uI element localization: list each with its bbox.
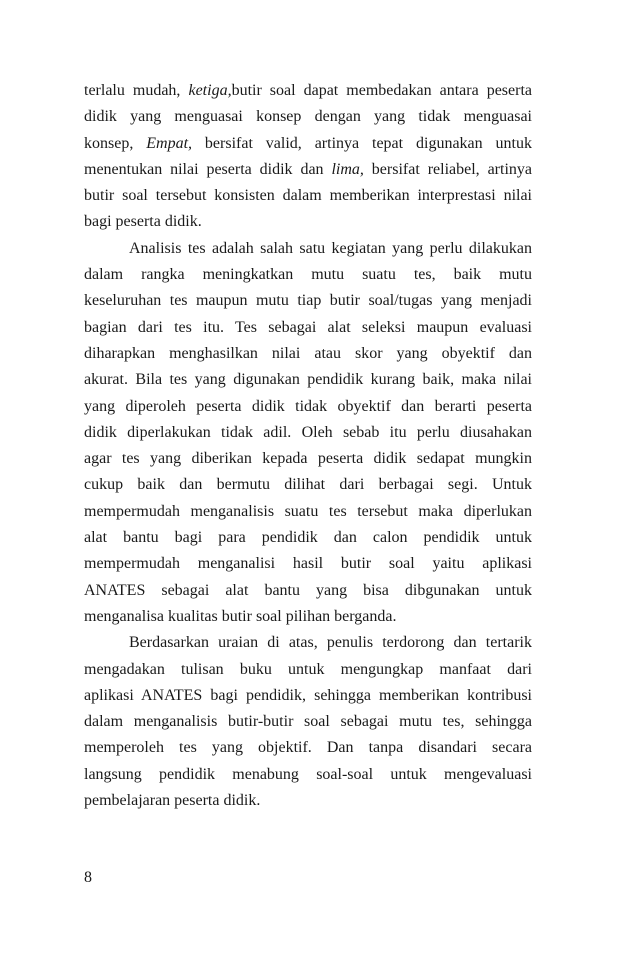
text-line bbox=[84, 236, 532, 262]
paragraph bbox=[84, 78, 532, 236]
text-run: mempermudah menganalisis suatu tes tersebut maka diperlukan bbox=[84, 502, 532, 520]
text-flow bbox=[84, 78, 532, 814]
italic-term: Empat, bbox=[146, 134, 193, 152]
text-run: memperoleh tes yang objektif. Dan tanpa disandari secara bbox=[84, 739, 532, 757]
text-run: butir soal tersebut konsisten dalam memberikan interprestasi nilai bbox=[84, 187, 532, 205]
text-run: mengadakan tulisan buku untuk mengungkap manfaat dari bbox=[84, 660, 532, 678]
text-line bbox=[84, 683, 532, 709]
text-line bbox=[84, 657, 532, 683]
text-run: aplikasi ANATES bagi pendidik, sehingga memberikan kontribusi bbox=[84, 686, 532, 704]
text-run: Berdasarkan uraian di atas, penulis terdorong dan tertarik bbox=[129, 634, 532, 652]
text-run: didik diperlakukan tidak adil. Oleh sebab itu perlu diusahakan bbox=[84, 423, 532, 441]
text-line bbox=[84, 157, 532, 183]
italic-term: ketiga, bbox=[188, 82, 232, 99]
text-run: bagi peserta didik. bbox=[84, 213, 202, 231]
text-line bbox=[84, 209, 532, 235]
italic-term: lima, bbox=[331, 160, 364, 178]
text-line bbox=[84, 315, 532, 341]
text-run: Analisis tes adalah salah satu kegiatan yang perlu dilakukan bbox=[129, 239, 532, 257]
text-line bbox=[84, 604, 532, 630]
text-line bbox=[84, 578, 532, 604]
text-line bbox=[84, 131, 532, 157]
text-line bbox=[84, 709, 532, 735]
text-run: dalam rangka meningkatkan mutu suatu tes, baik mutu bbox=[84, 266, 532, 284]
text-line bbox=[84, 525, 532, 551]
text-run: bersifat reliabel, artinya bbox=[363, 160, 532, 178]
text-run: mempermudah menganalisi hasil butir soal yaitu aplikasi bbox=[84, 555, 532, 573]
text-run: keseluruhan tes maupun mutu tiap butir soal/tugas yang menjadi bbox=[84, 292, 532, 310]
text-line bbox=[84, 288, 532, 314]
text-line bbox=[84, 472, 532, 498]
paragraph bbox=[84, 630, 532, 814]
text-line bbox=[84, 78, 532, 104]
text-line bbox=[84, 104, 532, 130]
text-line bbox=[84, 367, 532, 393]
text-line bbox=[84, 762, 532, 788]
text-run: butir soal dapat membedakan antara peserta bbox=[231, 82, 532, 99]
text-line bbox=[84, 341, 532, 367]
page-number: 8 bbox=[84, 869, 92, 886]
text-line bbox=[84, 262, 532, 288]
text-line bbox=[84, 630, 532, 656]
text-run: menentukan nilai peserta didik dan bbox=[84, 160, 332, 178]
text-run: yang diperoleh peserta didik tidak obyektif dan berarti peserta bbox=[84, 397, 532, 415]
text-run: pembelajaran peserta didik. bbox=[84, 792, 261, 810]
text-line bbox=[84, 499, 532, 525]
paragraph bbox=[84, 236, 532, 630]
text-run: terlalu mudah, bbox=[84, 82, 189, 99]
page-body bbox=[84, 78, 532, 814]
text-run: akurat. Bila tes yang digunakan pendidik kurang baik, maka nilai bbox=[84, 371, 532, 389]
text-run: cukup baik dan bermutu dilihat dari berbagai segi. Untuk bbox=[84, 476, 532, 494]
text-run: bersifat valid, artinya tepat digunakan untuk bbox=[192, 134, 533, 152]
text-run: langsung pendidik menabung soal-soal untuk mengevaluasi bbox=[84, 765, 532, 783]
text-line bbox=[84, 183, 532, 209]
text-line bbox=[84, 788, 532, 814]
text-run: bagian dari tes itu. Tes sebagai alat seleksi maupun evaluasi bbox=[84, 318, 532, 336]
text-line bbox=[84, 551, 532, 577]
text-line bbox=[84, 394, 532, 420]
text-run: ANATES sebagai alat bantu yang bisa dibgunakan untuk bbox=[84, 581, 532, 599]
text-run: dalam menganalisis butir-butir soal sebagai mutu tes, sehingga bbox=[84, 713, 532, 731]
text-line bbox=[84, 735, 532, 761]
text-line bbox=[84, 446, 532, 472]
text-run: konsep, bbox=[84, 134, 147, 152]
text-run: didik yang menguasai konsep dengan yang tidak menguasai bbox=[84, 108, 532, 126]
text-run: alat bantu bagi para pendidik dan calon pendidik untuk bbox=[84, 529, 532, 547]
text-run: agar tes yang diberikan kepada peserta didik sedapat mungkin bbox=[84, 450, 532, 468]
text-run: menganalisa kualitas butir soal pilihan berganda. bbox=[84, 607, 397, 625]
text-run: diharapkan menghasilkan nilai atau skor yang obyektif dan bbox=[84, 344, 532, 362]
text-line bbox=[84, 420, 532, 446]
